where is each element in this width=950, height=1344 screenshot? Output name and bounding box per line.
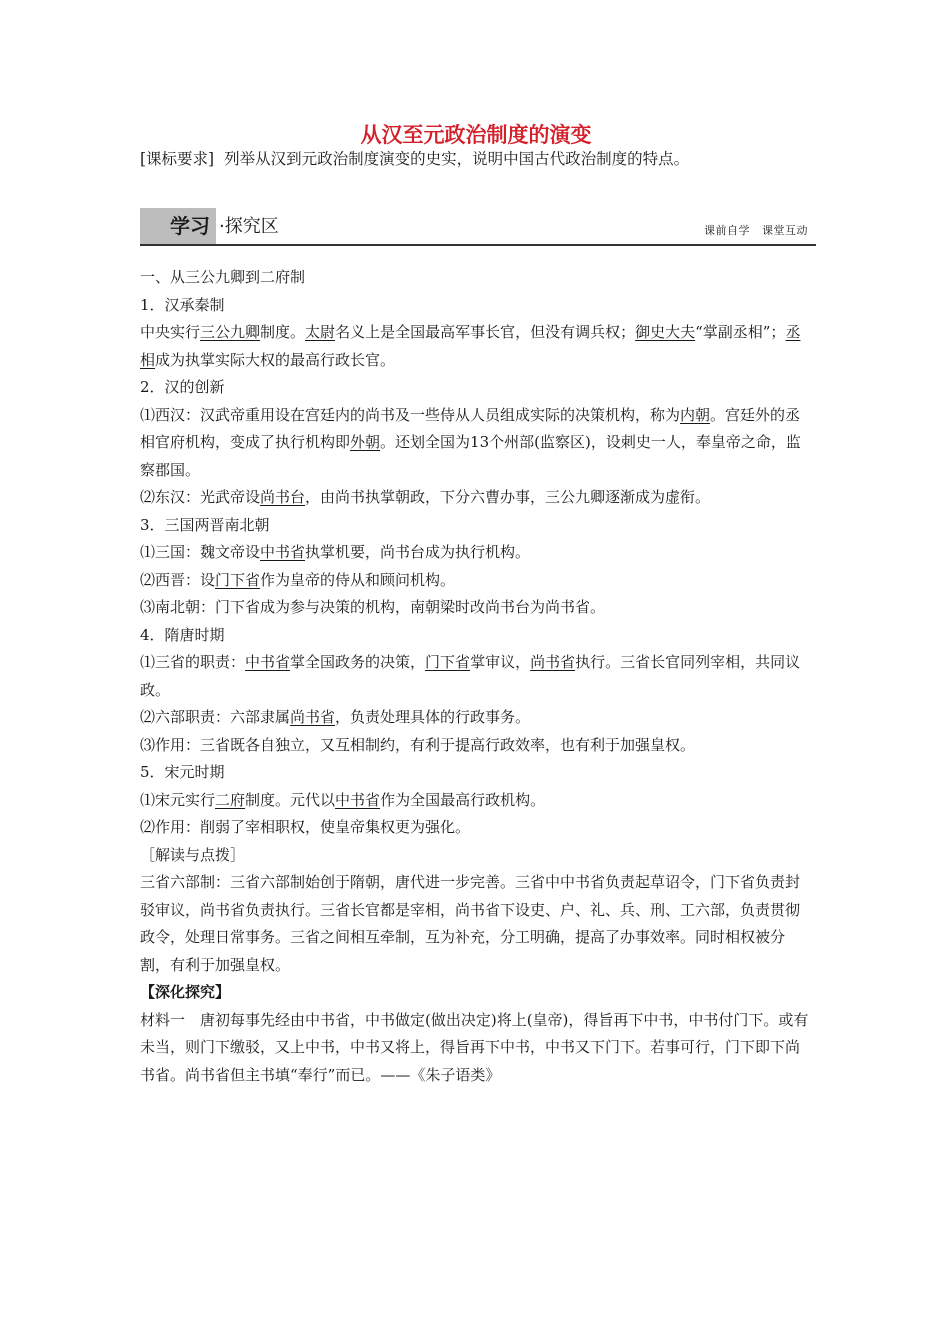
key-term: 尚书省 [530,653,576,671]
banner-right-1: 课前自学 [704,224,750,237]
key-term: 中书省 [260,543,306,561]
document-page [140,120,812,1089]
key-term: 中书省 [245,653,291,671]
paragraph: ⑶作用：三省既各自独立，又互相制约，有利于提高行政效率，也有利于加强皇权。 [140,735,696,754]
requirement-label: [课标要求] [140,150,215,168]
banner-main-label: 学习 [170,214,210,238]
text-run: ⑴三国：魏文帝设 [140,543,261,561]
paragraph [140,567,812,595]
key-term: 尚书台 [260,488,306,506]
deep-inquiry-label: 【深化探究】 [140,983,231,1001]
note-label: ［解读与点拨］ [140,845,246,864]
paragraph [140,484,812,512]
text-run: ⑴西汉：汉武帝重用设在宫廷内的尚书及一些侍从人员组成实际的决策机构，称为 [140,405,681,424]
section-heading: 一、从三公九卿到二府制 [140,268,306,286]
key-term: 中书省 [335,790,381,809]
text-run: 掌全国政务的决策， [290,653,426,671]
text-run: 作为皇帝的侍从和顾问机构。 [260,570,456,589]
paragraph [140,704,812,732]
subsection-heading: 2．汉的创新 [140,378,225,396]
text-run: ⑴三省的职责： [140,653,246,671]
banner-rule [140,244,816,246]
section-banner [140,208,812,244]
key-term: 太尉 [305,323,336,341]
text-run: 执掌机要，尚书台成为执行机构。 [305,543,531,561]
paragraph [140,787,812,815]
text-run: 掌审议， [470,653,531,671]
text-run: “掌副丞相”； [695,323,786,341]
text-run: ，由尚书执掌朝政，下分六曹办事，三公九卿逐渐成为虚衔。 [305,488,711,506]
paragraph: ⑶南北朝：门下省成为参与决策的机构，南朝梁时改尚书台为尚书省。 [140,598,606,616]
key-term: 丞相 [140,323,801,369]
subsection-heading: 5．宋元时期 [140,763,225,781]
key-term: 二府 [215,790,246,809]
paragraph: ⑵作用：削弱了宰相职权，使皇帝集权更为强化。 [140,818,471,836]
text-run: 中央实行 [140,323,201,341]
key-term: 尚书省 [290,708,336,726]
text-run: 执行。三省长官同列宰相，共同议政。 [140,653,801,699]
text-run: ⑵东汉：光武帝设 [140,488,261,506]
paragraph [140,539,812,567]
key-term: 内朝 [680,405,711,424]
paragraph [140,649,812,704]
main-content [140,264,812,1089]
key-term: 门下省 [215,570,261,589]
text-run: ⑵六部职责：六部隶属 [140,708,291,726]
paragraph [140,319,812,374]
text-run: 成为执掌实际大权的最高行政长官。 [155,350,396,369]
subsection-heading: 4．隋唐时期 [140,625,225,644]
key-term: 门下省 [425,653,471,671]
material-one: 材料一 唐初每事先经由中书省，中书做定(做出决定)将上(皇帝)，得旨再下中书，中书付门下。或有未当，则门下缴驳，又上中书，中书又将上，得旨再下中书，中书又下门下。若事可行，门下即下尚书省。尚书省但主书填“奉行”而已。——《朱子语类》 [140,1010,809,1084]
curriculum-requirement [140,148,812,170]
text-run: 。宫廷外的丞相官府机构，变成了执行机构即 [140,405,801,451]
text-run: ⑴宋元实行 [140,790,216,809]
paragraph [140,402,812,485]
key-term: 三公九卿 [200,323,261,341]
text-run: ⑵西晋：设 [140,570,216,589]
text-run: 作为全国最高行政机构。 [380,790,546,809]
text-run: 制度。 [260,323,306,341]
text-run: 制度。元代以 [245,790,336,809]
subsection-heading: 3．三国两晋南北朝 [140,515,270,534]
subsection-heading: 1．汉承秦制 [140,295,225,314]
key-term: 御史大夫 [635,323,696,341]
banner-right-2: 课堂互动 [762,224,808,237]
text-run: 名义上是全国最高军事长官，但没有调兵权； [335,323,636,341]
banner-sub-label: ·探究区 [219,216,279,237]
requirement-text: 列举从汉到元政治制度演变的史实，说明中国古代政治制度的特点。 [224,150,690,168]
banner-right-labels [704,222,808,238]
text-run: ，负责处理具体的行政事务。 [335,708,531,726]
key-term: 外朝 [350,433,381,451]
document-title: 从汉至元政治制度的演变 [360,123,592,147]
note-text: 三省六部制：三省六部制始创于隋朝，唐代进一步完善。三省中中书省负责起草诏令，门下省负责封驳审议，尚书省负责执行。三省长官都是宰相，尚书省下设吏、户、礼、兵、刑、工六部，负责贯彻政令，处理日常事务。三省之间相互牵制，互为补充，分工明确，提高了办事效率。同时相权被分割，有利于加强皇权。 [140,873,801,974]
text-run: 。还划全国为13个州部(监察区)，设刺史一人，奉皇帝之命，监察郡国。 [140,433,801,479]
